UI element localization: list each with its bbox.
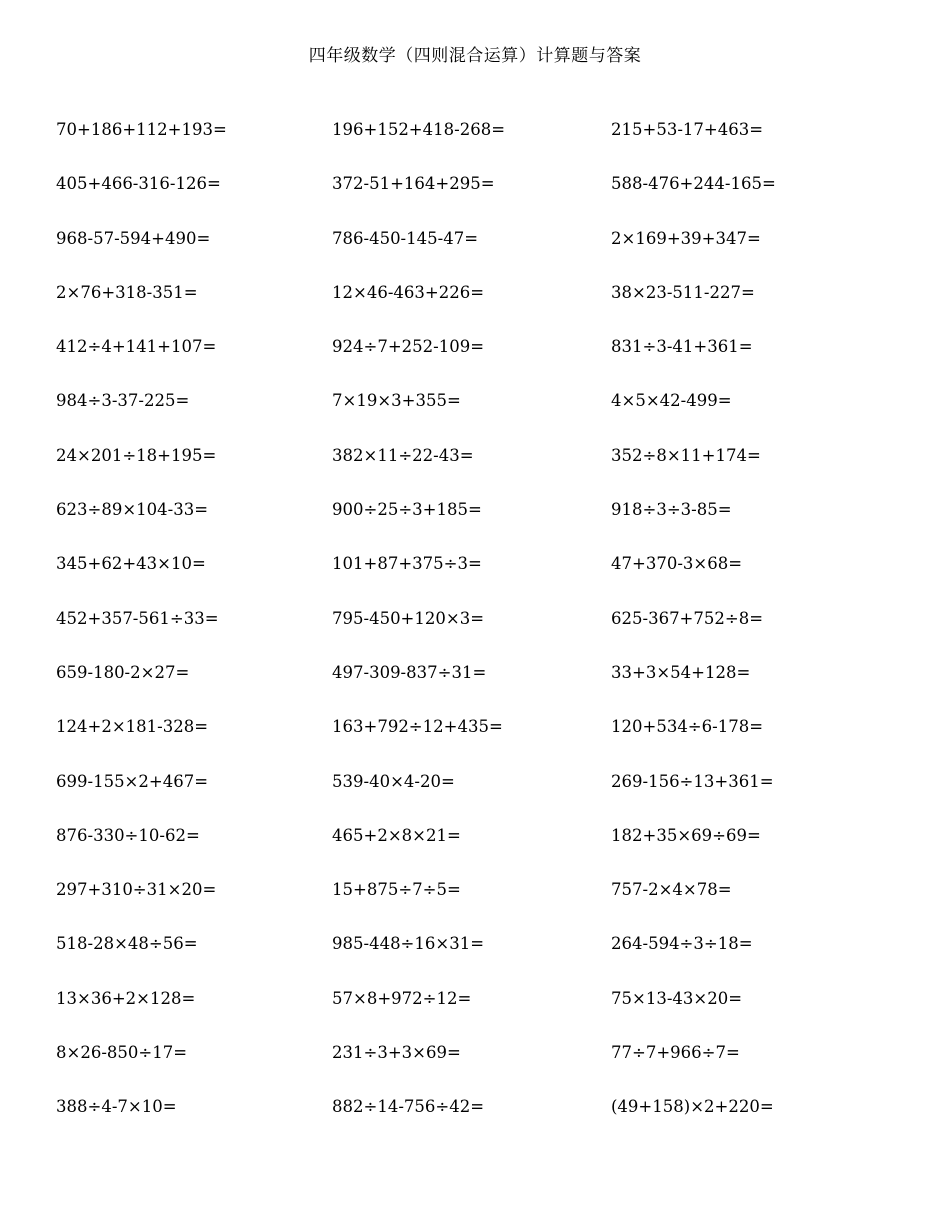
- page-title: 四年级数学（四则混合运算）计算题与答案: [308, 46, 642, 66]
- math-problem: 985-448÷16×31=: [332, 934, 485, 954]
- math-problem: 352÷8×11+174=: [611, 445, 761, 465]
- problem-row: [56, 877, 916, 931]
- problem-row: [56, 551, 916, 605]
- math-problem: 699-155×2+467=: [56, 771, 209, 791]
- math-problem: 372-51+164+295=: [332, 174, 495, 194]
- math-problem: 382×11÷22-43=: [332, 445, 474, 465]
- math-problem: 882÷14-756÷42=: [332, 1097, 485, 1117]
- math-problem: 15+875÷7÷5=: [332, 880, 461, 900]
- math-problem: 47+370-3×68=: [611, 554, 743, 574]
- math-problem: 659-180-2×27=: [56, 662, 190, 682]
- math-problem: 388÷4-7×10=: [56, 1097, 177, 1117]
- problem-row: [56, 334, 916, 388]
- math-problem: 77÷7+966÷7=: [611, 1043, 740, 1063]
- math-problem: 57×8+972÷12=: [332, 988, 472, 1008]
- math-problem: 984÷3-37-225=: [56, 391, 190, 411]
- math-problem: 795-450+120×3=: [332, 608, 485, 628]
- problem-row: [56, 931, 916, 985]
- math-problem: 968-57-594+490=: [56, 228, 211, 248]
- math-problem: 269-156÷13+361=: [611, 771, 774, 791]
- math-problem: 539-40×4-20=: [332, 771, 455, 791]
- math-problem: 924÷7+252-109=: [332, 337, 485, 357]
- problem-row: [56, 606, 916, 660]
- problem-row: [56, 226, 916, 280]
- math-problem: 900÷25÷3+185=: [332, 500, 482, 520]
- problem-row: [56, 823, 916, 877]
- math-problem: 412÷4+141+107=: [56, 337, 217, 357]
- math-problem: 2×169+39+347=: [611, 228, 761, 248]
- problem-row: [56, 443, 916, 497]
- math-problem: 24×201÷18+195=: [56, 445, 217, 465]
- math-problem: 182+35×69÷69=: [611, 825, 761, 845]
- math-problem: 70+186+112+193=: [56, 120, 227, 139]
- problem-row: [56, 660, 916, 714]
- problem-row: [56, 986, 916, 1040]
- problem-row: [56, 280, 916, 334]
- math-problem: 918÷3÷3-85=: [611, 500, 732, 520]
- math-problem: 2×76+318-351=: [56, 282, 198, 302]
- math-problem: 625-367+752÷8=: [611, 608, 764, 628]
- problem-row: [56, 1040, 916, 1094]
- math-problem: 215+53-17+463=: [611, 120, 764, 139]
- problem-grid: [56, 117, 916, 1149]
- problem-row: [56, 497, 916, 551]
- problem-row: [56, 171, 916, 225]
- math-problem: 75×13-43×20=: [611, 988, 743, 1008]
- math-problem: 264-594÷3÷18=: [611, 934, 753, 954]
- math-problem: 465+2×8×21=: [332, 825, 461, 845]
- math-problem: 38×23-511-227=: [611, 282, 755, 302]
- math-problem: 163+792÷12+435=: [332, 717, 503, 737]
- math-problem: 13×36+2×128=: [56, 988, 196, 1008]
- math-problem: 831÷3-41+361=: [611, 337, 753, 357]
- problem-row: [56, 714, 916, 768]
- math-problem: 124+2×181-328=: [56, 717, 209, 737]
- math-problem: 786-450-145-47=: [332, 228, 479, 248]
- math-problem: 497-309-837÷31=: [332, 662, 487, 682]
- problem-row: [56, 117, 916, 171]
- math-problem: 405+466-316-126=: [56, 174, 221, 194]
- math-problem: 33+3×54+128=: [611, 662, 751, 682]
- math-problem: 120+534÷6-178=: [611, 717, 764, 737]
- math-problem: 345+62+43×10=: [56, 554, 206, 574]
- math-problem: 4×5×42-499=: [611, 391, 732, 411]
- math-problem: 757-2×4×78=: [611, 880, 732, 900]
- math-problem: 297+310÷31×20=: [56, 880, 217, 900]
- math-problem: 196+152+418-268=: [332, 120, 506, 139]
- math-problem: 623÷89×104-33=: [56, 500, 209, 520]
- math-problem: 101+87+375÷3=: [332, 554, 482, 574]
- math-problem: 518-28×48÷56=: [56, 934, 198, 954]
- math-problem: 231÷3+3×69=: [332, 1043, 461, 1063]
- problem-row: [56, 1094, 916, 1148]
- math-problem: 452+357-561÷33=: [56, 608, 219, 628]
- problem-row: [56, 769, 916, 823]
- math-problem: 8×26-850÷17=: [56, 1043, 188, 1063]
- math-problem: 876-330÷10-62=: [56, 825, 200, 845]
- math-problem: 588-476+244-165=: [611, 174, 776, 194]
- math-problem: 7×19×3+355=: [332, 391, 461, 411]
- math-problem: (49+158)×2+220=: [611, 1097, 774, 1117]
- problem-row: [56, 388, 916, 442]
- math-problem: 12×46-463+226=: [332, 282, 485, 302]
